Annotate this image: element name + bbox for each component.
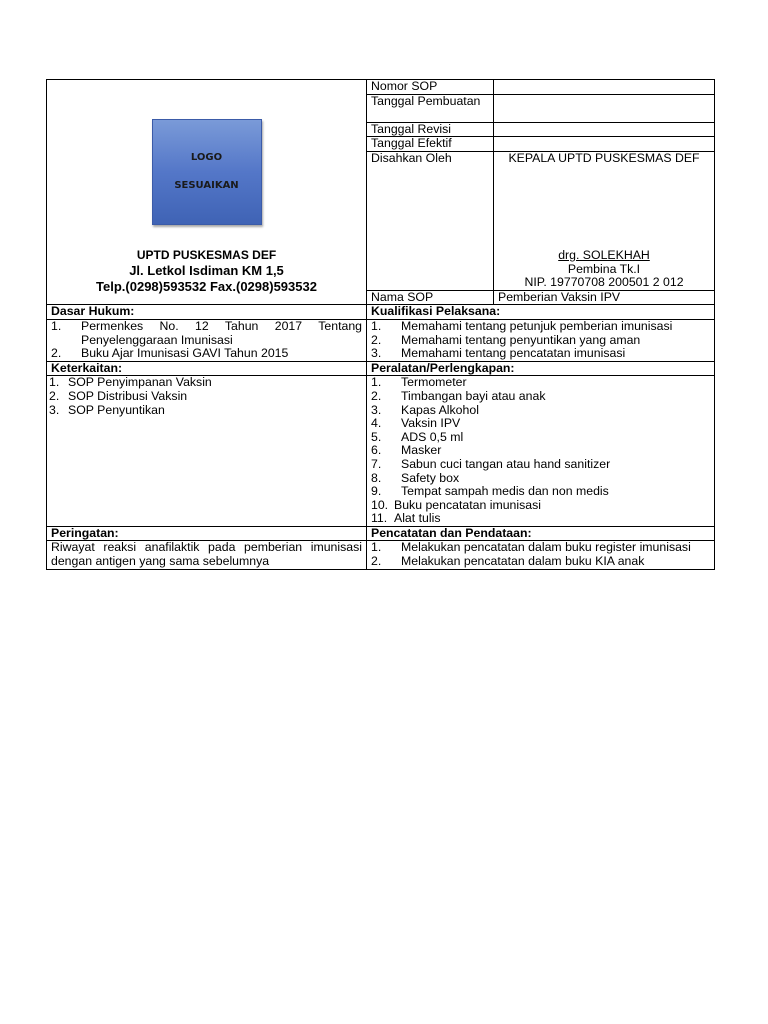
sop-document (46, 79, 714, 570)
nomor-sop-value (494, 80, 715, 95)
list-item: 9. Tempat sampah medis dan non medis (371, 484, 609, 499)
list-item: 1. Melakukan pencatatan dalam buku register imunisasi (371, 540, 691, 555)
keterkaitan-heading: Keterkaitan: (47, 361, 367, 376)
pencatatan-heading: Pencatatan dan Pendataan: (367, 526, 715, 541)
list-item: 3. Memahami tentang pencatatan imunisasi (371, 346, 626, 361)
tanggal-revisi-label: Tanggal Revisi (367, 122, 494, 137)
list-item: 2. Buku Ajar Imunisasi GAVI Tahun 2015 (51, 346, 289, 361)
list-item: 3. Kapas Alkohol (371, 402, 479, 417)
approval-cell (494, 151, 715, 290)
logo-subtext: SESUAIKAN (174, 180, 239, 191)
list-item: 5. ADS 0,5 ml (371, 429, 464, 444)
list-item: 1. SOP Penyimpanan Vaksin (49, 375, 212, 390)
keterkaitan-list (47, 376, 367, 527)
sop-table (46, 79, 715, 570)
list-item: 2. SOP Distribusi Vaksin (49, 388, 188, 403)
signer-rank: Pembina Tk.I (567, 261, 641, 276)
list-item: 7. Sabun cuci tangan atau hand sanitizer (371, 456, 611, 471)
list-item: 1. Memahami tentang petunjuk pemberian imunisasi (371, 318, 673, 333)
dasar-hukum-heading: Dasar Hukum: (47, 305, 367, 320)
disahkan-oleh-label: Disahkan Oleh (367, 151, 494, 290)
list-item: 4. Vaksin IPV (371, 416, 461, 431)
peringatan-text: Riwayat reaksi anafilaktik pada pemberian imunisasi dengan antigen yang sama sebelumnya (47, 541, 367, 569)
peringatan-heading: Peringatan: (47, 526, 367, 541)
list-item: 2. Memahami tentang penyuntikan yang aman (371, 332, 641, 347)
signer-nip: NIP. 19770708 200501 2 012 (524, 275, 684, 290)
tanggal-pembuatan-value (494, 94, 715, 122)
list-item: 2. Melakukan pencatatan dalam buku KIA anak (371, 554, 645, 569)
approver-title: KEPALA UPTD PUSKESMAS DEF (508, 150, 700, 165)
list-item: 10. Buku pencatatan imunisasi (371, 497, 541, 512)
list-item: 1. Termometer (371, 375, 467, 390)
tanggal-revisi-value (494, 122, 715, 137)
signer-name: drg. SOLEKHAH (558, 248, 650, 262)
peralatan-list (367, 376, 715, 527)
list-item: 3. SOP Penyuntikan (49, 402, 165, 417)
peralatan-heading: Peralatan/Perlengkapan: (367, 361, 715, 376)
tanggal-pembuatan-label: Tanggal Pembuatan (367, 94, 494, 122)
logo-placeholder (152, 119, 262, 225)
nomor-sop-label: Nomor SOP (367, 80, 494, 95)
nama-sop-value: Pemberian Vaksin IPV (494, 290, 715, 305)
org-address: Jl. Letkol Isdiman KM 1,5 (129, 263, 284, 278)
kualifikasi-list (367, 319, 715, 361)
list-item: 6. Masker (371, 443, 442, 458)
list-item: 8. Safety box (371, 470, 460, 485)
logo-text: LOGO (190, 152, 223, 164)
tanggal-efektif-label: Tanggal Efektif (367, 137, 494, 152)
tanggal-efektif-value (494, 137, 715, 152)
pencatatan-list (367, 541, 715, 569)
nama-sop-label: Nama SOP (367, 290, 494, 305)
org-name: UPTD PUSKESMAS DEF (136, 248, 277, 262)
org-phone: Telp.(0298)593532 Fax.(0298)593532 (96, 279, 317, 294)
list-item: 11. Alat tulis (371, 511, 441, 526)
list-item: 1. Permenkes No. 12 Tahun 2017 Tentang Penyelenggaraan Imunisasi (51, 318, 362, 347)
header-cell (47, 80, 367, 305)
list-item: 2. Timbangan bayi atau anak (371, 388, 546, 403)
kualifikasi-heading: Kualifikasi Pelaksana: (367, 305, 715, 320)
dasar-hukum-list (47, 319, 367, 361)
